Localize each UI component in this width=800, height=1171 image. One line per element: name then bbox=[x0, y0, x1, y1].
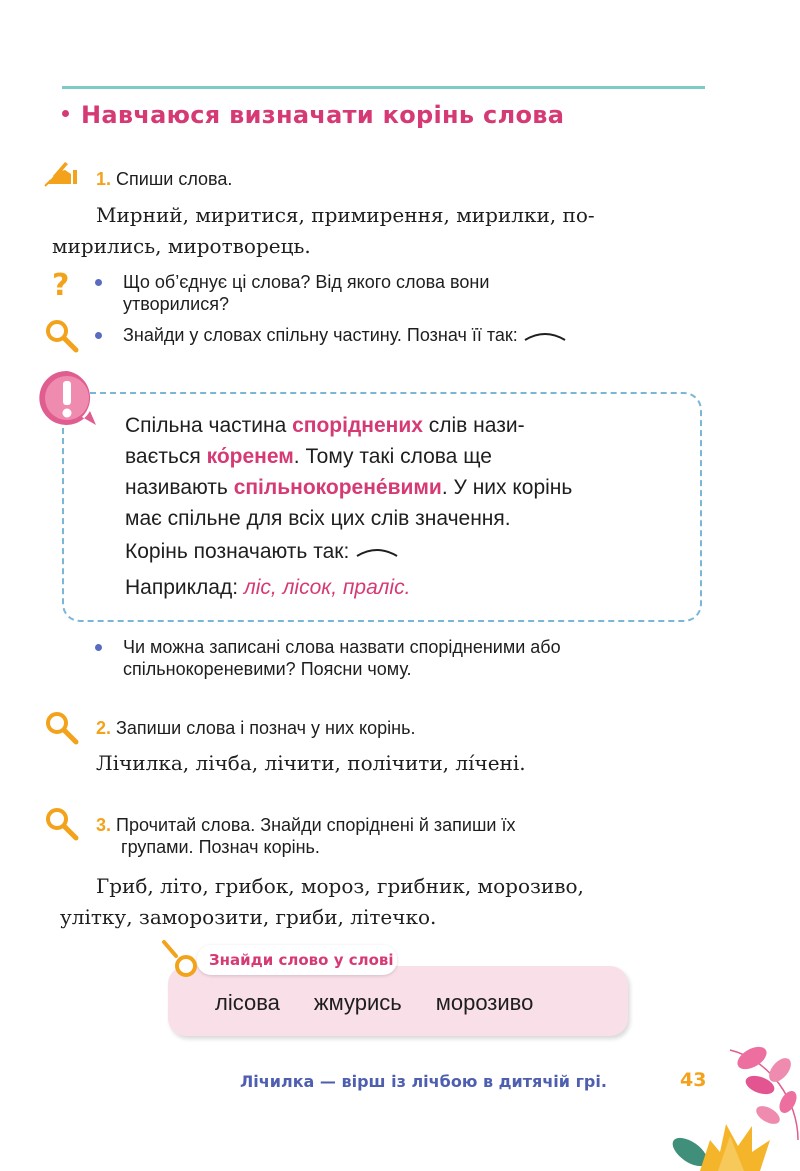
rule-line1 bbox=[125, 410, 680, 441]
task1-instruction bbox=[96, 169, 232, 190]
magnifier-icon bbox=[44, 806, 80, 842]
top-divider bbox=[62, 86, 705, 89]
rule-text: вається bbox=[125, 445, 207, 468]
task3-instruction-text: Прочитай слова. Знайди споріднені й запиши їх bbox=[116, 815, 516, 835]
task2-number: 2. bbox=[96, 718, 112, 738]
term-common-root: спільнокорене́вими bbox=[233, 476, 442, 499]
root-arc-mark bbox=[355, 546, 399, 558]
bullet-dot bbox=[95, 644, 102, 651]
rule-line3 bbox=[125, 472, 680, 503]
question1 bbox=[123, 271, 704, 315]
rule-line2 bbox=[125, 441, 680, 472]
rule-text: називають bbox=[125, 476, 234, 499]
rule-text: . У них корінь bbox=[441, 476, 573, 499]
hint-word: морозиво bbox=[435, 990, 534, 1015]
question3 bbox=[123, 636, 704, 680]
task3-instruction bbox=[96, 814, 704, 858]
task3-words-line1: Гриб, літо, грибок, мороз, грибник, морозиво, bbox=[96, 874, 584, 898]
example-label: Наприклад: bbox=[125, 576, 244, 599]
task2-instruction-text: Запиши слова і познач у них корінь. bbox=[116, 718, 416, 738]
rule-line4: має спільне для всіх цих слів значення. bbox=[125, 507, 511, 530]
example-word: ліс bbox=[243, 576, 271, 599]
task2-instruction bbox=[96, 718, 415, 739]
rule-text: Корінь позначають так: bbox=[125, 540, 350, 563]
hint-title: Знайди слово у слові bbox=[197, 945, 397, 975]
task3-number: 3. bbox=[96, 815, 112, 835]
question3-line2: спільнокореневими? Поясни чому. bbox=[123, 659, 412, 679]
hint-words bbox=[215, 990, 533, 1016]
task3-instruction-line2: групами. Познач корінь. bbox=[121, 837, 320, 857]
question-mark-icon: ? bbox=[52, 268, 70, 303]
question3-line1: Чи можна записані слова назвати спорідненими або bbox=[123, 637, 561, 657]
task1-words-line2: мирились, миротворець. bbox=[52, 234, 311, 258]
rule-example bbox=[125, 572, 680, 603]
question1-line2: утворилися? bbox=[123, 294, 229, 314]
writing-hand-icon bbox=[43, 160, 83, 188]
root-arc-mark bbox=[523, 330, 567, 342]
rule-text: Спільна частина bbox=[125, 414, 293, 437]
magnifier-icon bbox=[44, 318, 80, 354]
example-end: . bbox=[404, 576, 411, 599]
example-word: праліс bbox=[342, 576, 405, 599]
question1-line1: Що об’єднує ці слова? Від якого слова вони bbox=[123, 272, 490, 292]
example-word: лісок bbox=[282, 576, 332, 599]
bullet-dot bbox=[95, 332, 102, 339]
example-separator: , bbox=[331, 576, 343, 599]
task3-instruction-line1 bbox=[96, 814, 704, 836]
rule-text: слів нази- bbox=[422, 414, 525, 437]
hint-word: жмурись bbox=[313, 990, 402, 1015]
magnifier-icon bbox=[44, 710, 80, 746]
task3-words-line2: улітку, заморозити, гриби, літечко. bbox=[60, 905, 437, 929]
term-root: ко́ренем bbox=[206, 445, 294, 468]
question2 bbox=[123, 324, 567, 346]
term-related: споріднених bbox=[292, 414, 423, 437]
autumn-leaves-icon bbox=[660, 1040, 800, 1171]
task1-number: 1. bbox=[96, 169, 112, 189]
hint-word: лісова bbox=[215, 990, 280, 1015]
page-number: 43 bbox=[680, 1069, 707, 1091]
task1-instruction-text: Спиши слова. bbox=[116, 169, 233, 189]
task1-words-line1: Мирний, миритися, примирення, мирилки, по- bbox=[96, 203, 595, 227]
footer-note: Лічилка — вірш із лічбою в дитячій грі. bbox=[240, 1072, 607, 1091]
section-heading bbox=[62, 101, 564, 129]
rule-text: . Тому такі слова ще bbox=[293, 445, 492, 468]
example-separator: , bbox=[270, 576, 283, 599]
question2-text: Знайди у словах спільну частину. Познач її так: bbox=[123, 325, 518, 345]
magnifier-icon bbox=[160, 938, 202, 980]
task2-words: Лічилка, лічба, лічити, полічити, лі́чені. bbox=[96, 751, 526, 775]
rule-line5 bbox=[125, 536, 680, 567]
heading-text: Навчаюся визначати корінь слова bbox=[81, 101, 565, 129]
exclamation-icon bbox=[36, 367, 98, 429]
heading-bullet bbox=[62, 110, 69, 117]
bullet-dot bbox=[95, 279, 102, 286]
